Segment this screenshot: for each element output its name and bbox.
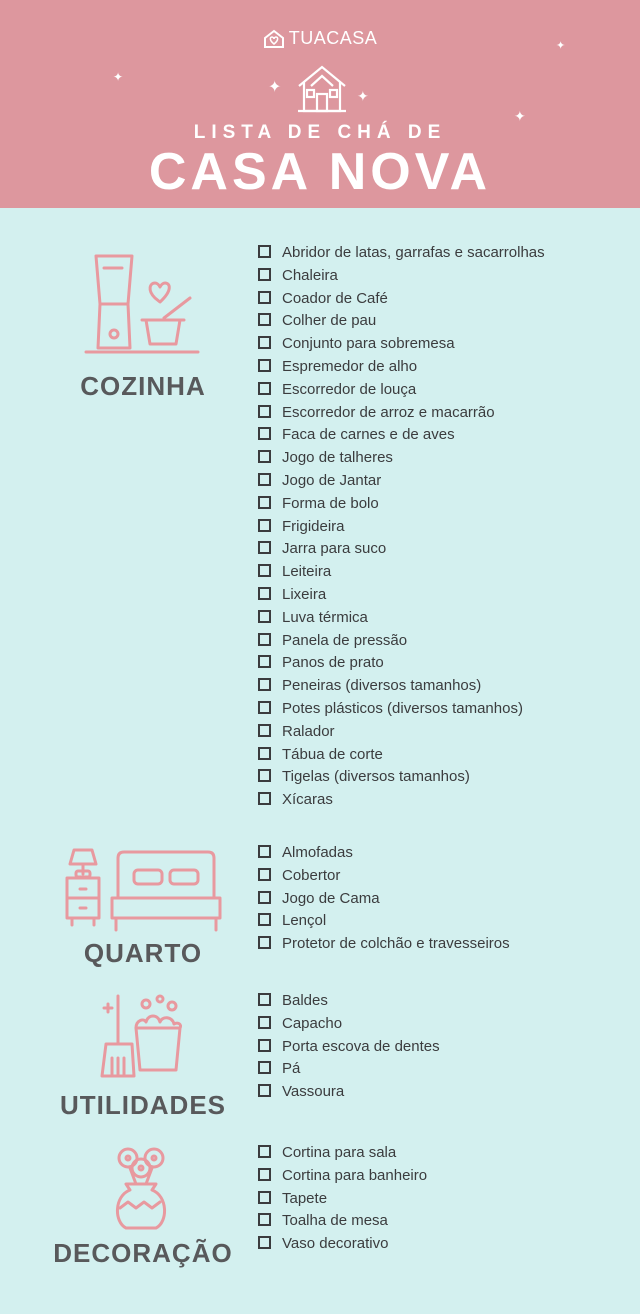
checkbox[interactable]: [258, 701, 271, 714]
item-label: Jogo de Jantar: [282, 471, 382, 489]
brand-logo-icon: [263, 29, 285, 49]
item-label: Potes plásticos (diversos tamanhos): [282, 699, 523, 717]
checkbox[interactable]: [258, 769, 271, 782]
list-item[interactable]: [258, 310, 545, 333]
checkbox[interactable]: [258, 993, 271, 1006]
list-item[interactable]: [258, 842, 510, 865]
checkbox[interactable]: [258, 792, 271, 805]
checkbox[interactable]: [258, 845, 271, 858]
list-item[interactable]: [258, 1165, 427, 1188]
item-label: Escorredor de arroz e macarrão: [282, 403, 495, 421]
list-item[interactable]: [258, 424, 545, 447]
list-item[interactable]: [258, 584, 545, 607]
checkbox[interactable]: [258, 633, 271, 646]
item-label: Frigideira: [282, 517, 345, 535]
item-label: Colher de pau: [282, 312, 377, 330]
kitchen-blender-icon: [84, 248, 202, 360]
list-item[interactable]: [258, 356, 545, 379]
item-list: [258, 990, 440, 1104]
item-label: Protetor de colchão e travesseiros: [282, 935, 510, 953]
item-label: Cobertor: [282, 866, 341, 884]
list-item[interactable]: [258, 789, 545, 812]
item-label: Porta escova de dentes: [282, 1037, 440, 1055]
item-label: Escorredor de louça: [282, 380, 417, 398]
list-item[interactable]: [258, 561, 545, 584]
item-label: Vassoura: [282, 1083, 345, 1101]
list-item[interactable]: [258, 379, 545, 402]
list-item[interactable]: [258, 652, 545, 675]
item-label: Tigelas (diversos tamanhos): [282, 768, 470, 786]
checkbox[interactable]: [258, 936, 271, 949]
item-label: Capacho: [282, 1014, 343, 1032]
item-label: Cortina para banheiro: [282, 1166, 428, 1184]
list-item[interactable]: [258, 516, 545, 539]
item-label: Tapete: [282, 1189, 328, 1207]
list-item[interactable]: [258, 888, 510, 911]
list-item[interactable]: [258, 744, 545, 767]
checkbox[interactable]: [258, 564, 271, 577]
checkbox[interactable]: [258, 268, 271, 281]
list-item[interactable]: [258, 538, 545, 561]
item-label: Ralador: [282, 722, 335, 740]
item-label: Xícaras: [282, 791, 333, 809]
list-item[interactable]: [258, 402, 545, 425]
list-item[interactable]: [258, 607, 545, 630]
item-list: [258, 842, 510, 956]
list-item[interactable]: [258, 933, 510, 956]
list-item[interactable]: [258, 288, 545, 311]
bed-icon: [64, 848, 222, 934]
item-label: Almofadas: [282, 844, 353, 861]
checkbox[interactable]: [258, 382, 271, 395]
item-list: [258, 1142, 427, 1256]
list-item[interactable]: [258, 1188, 427, 1211]
sparkle-icon: ✦: [113, 70, 124, 84]
item-label: Lixeira: [282, 585, 327, 603]
checkbox[interactable]: [258, 496, 271, 509]
checkbox[interactable]: [258, 1039, 271, 1052]
list-item[interactable]: [258, 1233, 427, 1256]
sparkle-icon: ✦: [268, 79, 282, 96]
checkbox[interactable]: [258, 359, 271, 372]
subtitle: LISTA DE CHÁ DE: [193, 122, 447, 143]
item-label: Jogo de Cama: [282, 889, 380, 907]
list-item[interactable]: [258, 265, 545, 288]
item-label: Espremedor de alho: [282, 357, 418, 375]
item-label: Tábua de corte: [282, 745, 383, 763]
checkbox[interactable]: [258, 519, 271, 532]
list-item[interactable]: [258, 1210, 427, 1233]
section-label: DECORAÇÃO: [53, 1238, 233, 1268]
list-item[interactable]: [258, 447, 545, 470]
item-label: Panos de prato: [282, 654, 384, 672]
checkbox[interactable]: [258, 724, 271, 737]
checkbox[interactable]: [258, 245, 271, 258]
sparkle-icon: ✦: [514, 108, 526, 124]
list-item[interactable]: [258, 1036, 440, 1059]
list-item[interactable]: [258, 1058, 440, 1081]
item-label: Peneiras (diversos tamanhos): [282, 677, 482, 695]
header-banner: [0, 0, 640, 208]
list-item[interactable]: [258, 675, 545, 698]
checkbox[interactable]: [258, 1191, 271, 1204]
sparkle-icon: ✦: [556, 40, 566, 52]
sparkle-icon: ✦: [357, 88, 369, 104]
item-label: Abridor de latas, garrafas e sacarrolhas: [282, 244, 545, 261]
checkbox[interactable]: [258, 1236, 271, 1249]
list-item[interactable]: [258, 865, 510, 888]
checkbox[interactable]: [258, 1016, 271, 1029]
checkbox[interactable]: [258, 336, 271, 349]
checkbox[interactable]: [258, 891, 271, 904]
checkbox[interactable]: [258, 541, 271, 554]
list-item[interactable]: [258, 470, 545, 493]
house-icon: [296, 64, 348, 114]
checkbox[interactable]: [258, 1084, 271, 1097]
checkbox[interactable]: [258, 1168, 271, 1181]
checkbox[interactable]: [258, 587, 271, 600]
checkbox[interactable]: [258, 678, 271, 691]
list-item[interactable]: [258, 721, 545, 744]
list-item[interactable]: [258, 910, 510, 933]
item-label: Cortina para sala: [282, 1144, 397, 1161]
item-label: Chaleira: [282, 266, 338, 284]
checkbox[interactable]: [258, 313, 271, 326]
checkbox[interactable]: [258, 1061, 271, 1074]
list-item[interactable]: [258, 333, 545, 356]
item-label: Jarra para suco: [282, 540, 387, 558]
item-label: Jogo de talheres: [282, 449, 393, 467]
checkbox[interactable]: [258, 405, 271, 418]
checkbox[interactable]: [258, 747, 271, 760]
section-label: QUARTO: [83, 938, 203, 968]
checkbox[interactable]: [258, 655, 271, 668]
item-label: Leiteira: [282, 563, 332, 581]
item-label: Conjunto para sobremesa: [282, 335, 455, 353]
section-label: COZINHA: [80, 371, 206, 401]
checkbox[interactable]: [258, 610, 271, 623]
item-label: Pá: [282, 1060, 301, 1078]
brand: [0, 28, 640, 49]
checkbox[interactable]: [258, 473, 271, 486]
checkbox[interactable]: [258, 450, 271, 463]
bucket-broom-icon: [96, 994, 188, 1082]
list-item[interactable]: [258, 1142, 427, 1165]
checkbox[interactable]: [258, 291, 271, 304]
checkbox[interactable]: [258, 913, 271, 926]
page-title: CASA NOVA: [148, 143, 492, 201]
brand-name: TUACASA: [288, 28, 378, 48]
checkbox[interactable]: [258, 1145, 271, 1158]
item-label: Vaso decorativo: [282, 1235, 389, 1253]
list-item[interactable]: [258, 630, 545, 653]
list-item[interactable]: [258, 1081, 440, 1104]
item-label: Luva térmica: [282, 608, 368, 626]
list-item[interactable]: [258, 242, 545, 265]
list-item[interactable]: [258, 990, 440, 1013]
item-list: [258, 242, 545, 812]
item-label: Baldes: [282, 992, 328, 1009]
checkbox[interactable]: [258, 868, 271, 881]
checkbox[interactable]: [258, 427, 271, 440]
flower-vase-icon: [108, 1144, 174, 1232]
list-item[interactable]: [258, 766, 545, 789]
item-label: Lençol: [282, 912, 327, 930]
item-label: Toalha de mesa: [282, 1212, 388, 1230]
list-item[interactable]: [258, 1013, 440, 1036]
list-item[interactable]: [258, 698, 545, 721]
item-label: Coador de Café: [282, 289, 388, 307]
item-label: Panela de pressão: [282, 631, 408, 649]
checkbox[interactable]: [258, 1213, 271, 1226]
item-label: Faca de carnes e de aves: [282, 426, 455, 444]
section-label: UTILIDADES: [60, 1090, 226, 1120]
list-item[interactable]: [258, 493, 545, 516]
item-label: Forma de bolo: [282, 494, 379, 512]
